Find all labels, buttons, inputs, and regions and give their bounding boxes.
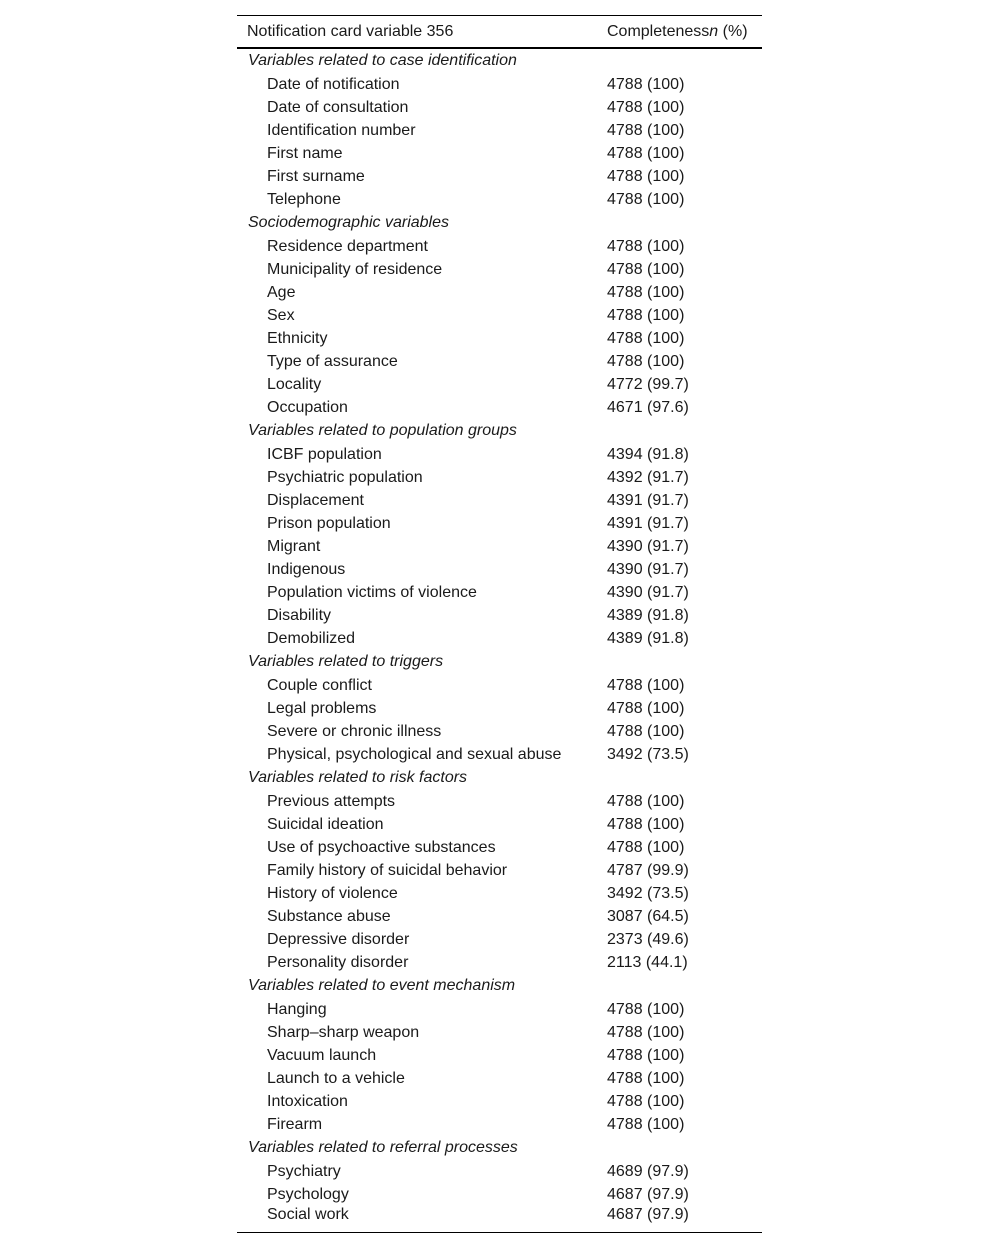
table-row — [237, 96, 762, 119]
table-body — [237, 48, 762, 1233]
completeness-value: 4391 (91.7) — [607, 491, 689, 509]
table-row — [237, 373, 762, 396]
header-completeness-suffix: (%) — [718, 22, 748, 40]
variable-label: Use of psychoactive substances — [267, 838, 496, 856]
table-row — [237, 882, 762, 905]
completeness-value: 4788 (100) — [607, 329, 685, 347]
table-row — [237, 235, 762, 258]
variable-label: Intoxication — [267, 1092, 348, 1110]
table-row — [237, 443, 762, 466]
table-row — [237, 327, 762, 350]
completeness-value: 4788 (100) — [607, 722, 685, 740]
variable-label: Psychiatric population — [267, 468, 423, 486]
completeness-value: 4788 (100) — [607, 144, 685, 162]
table-row — [237, 258, 762, 281]
section-row — [237, 211, 762, 235]
variable-label: Population victims of violence — [267, 583, 477, 601]
section-row — [237, 650, 762, 674]
section-title: Variables related to event mechanism — [248, 977, 516, 994]
variable-label: Migrant — [267, 537, 321, 555]
variable-label: Sharp–sharp weapon — [267, 1023, 420, 1041]
table-row — [237, 627, 762, 650]
variable-label: ICBF population — [267, 445, 382, 463]
table-row — [237, 1160, 762, 1183]
section-row — [237, 1136, 762, 1160]
table-row — [237, 396, 762, 419]
variable-label: Ethnicity — [267, 329, 328, 347]
completeness-value: 4788 (100) — [607, 283, 685, 301]
table-row — [237, 998, 762, 1021]
completeness-value: 4389 (91.8) — [607, 629, 689, 647]
table-row — [237, 304, 762, 327]
section-row — [237, 766, 762, 790]
table-row — [237, 743, 762, 766]
completeness-value: 4788 (100) — [607, 1023, 685, 1041]
completeness-value: 4787 (99.9) — [607, 861, 689, 879]
variable-label: Vacuum launch — [267, 1046, 377, 1064]
table-row — [237, 604, 762, 627]
table-row — [237, 558, 762, 581]
variable-label: Severe or chronic illness — [267, 722, 442, 740]
table-row — [237, 720, 762, 743]
completeness-value: 4788 (100) — [607, 167, 685, 185]
completeness-value: 4788 (100) — [607, 352, 685, 370]
table-row — [237, 697, 762, 720]
variable-label: Previous attempts — [267, 792, 396, 810]
completeness-value: 4788 (100) — [607, 1069, 685, 1087]
section-title: Variables related to risk factors — [248, 769, 468, 786]
table-row — [237, 1044, 762, 1067]
section-row — [237, 419, 762, 443]
completeness-value: 4788 (100) — [607, 190, 685, 208]
table-row — [237, 165, 762, 188]
variable-label: Family history of suicidal behavior — [267, 861, 508, 879]
completeness-value: 4788 (100) — [607, 306, 685, 324]
table-row — [237, 466, 762, 489]
section-title: Variables related to population groups — [248, 422, 517, 439]
completeness-value: 4390 (91.7) — [607, 560, 689, 578]
table-row — [237, 142, 762, 165]
variable-label: Substance abuse — [267, 907, 391, 925]
completeness-value: 2113 (44.1) — [607, 953, 688, 971]
completeness-value: 3492 (73.5) — [607, 745, 689, 763]
completeness-value: 4392 (91.7) — [607, 468, 689, 486]
completeness-value: 4788 (100) — [607, 699, 685, 717]
completeness-value: 4788 (100) — [607, 260, 685, 278]
section-title: Variables related to referral processes — [248, 1139, 518, 1156]
table-row — [237, 1183, 762, 1206]
table-row — [237, 813, 762, 836]
variable-label: First name — [267, 144, 343, 162]
variable-label: Physical, psychological and sexual abuse — [267, 745, 562, 763]
completeness-value: 4394 (91.8) — [607, 445, 689, 463]
header-completeness — [607, 16, 762, 49]
variable-label: Firearm — [267, 1115, 323, 1133]
table-row — [237, 1113, 762, 1136]
table-header — [237, 16, 762, 49]
variable-label: Social work — [267, 1206, 349, 1223]
completeness-value: 4788 (100) — [607, 838, 685, 856]
variable-label: Suicidal ideation — [267, 815, 384, 833]
table-row — [237, 535, 762, 558]
completeness-value: 4788 (100) — [607, 1092, 685, 1110]
completeness-value: 4788 (100) — [607, 1046, 685, 1064]
table-row — [237, 1090, 762, 1113]
table-row — [237, 928, 762, 951]
completeness-value: 4390 (91.7) — [607, 537, 689, 555]
section-title: Variables related to case identification — [248, 52, 517, 69]
variable-label: Legal problems — [267, 699, 377, 717]
completeness-value: 4391 (91.7) — [607, 514, 689, 532]
variable-label: Prison population — [267, 514, 391, 532]
table-row — [237, 188, 762, 211]
table-row — [237, 951, 762, 974]
variable-label: Launch to a vehicle — [267, 1069, 405, 1087]
table-row — [237, 1067, 762, 1090]
completeness-value: 4788 (100) — [607, 237, 685, 255]
variable-label: Residence department — [267, 237, 428, 255]
completeness-value: 4788 (100) — [607, 98, 685, 116]
table-row — [237, 281, 762, 304]
completeness-value: 4687 (97.9) — [607, 1185, 689, 1203]
completeness-value: 4788 (100) — [607, 75, 685, 93]
table-row — [237, 790, 762, 813]
completeness-value: 4772 (99.7) — [607, 375, 689, 393]
variable-label: Age — [267, 283, 296, 301]
variable-label: Depressive disorder — [267, 930, 410, 948]
variable-label: Personality disorder — [267, 953, 409, 971]
variable-label: Sex — [267, 306, 295, 324]
table-row — [237, 73, 762, 96]
variable-label: Date of consultation — [267, 98, 409, 116]
header-completeness-n: n — [709, 22, 719, 40]
completeness-value: 4788 (100) — [607, 1000, 685, 1018]
completeness-value: 4390 (91.7) — [607, 583, 689, 601]
variable-label: Couple conflict — [267, 676, 372, 694]
table-row — [237, 674, 762, 697]
section-row — [237, 974, 762, 998]
variable-label: History of violence — [267, 884, 398, 902]
completeness-value: 4788 (100) — [607, 1115, 685, 1133]
variable-label: Psychiatry — [267, 1162, 341, 1180]
completeness-value: 4788 (100) — [607, 792, 685, 810]
completeness-value: 3087 (64.5) — [607, 907, 689, 925]
table-row — [237, 1206, 762, 1233]
variable-label: Hanging — [267, 1000, 327, 1018]
table-row — [237, 581, 762, 604]
table-row — [237, 119, 762, 142]
table-row — [237, 905, 762, 928]
variable-label: Psychology — [267, 1185, 349, 1203]
section-title: Variables related to triggers — [248, 653, 444, 670]
variable-label: Municipality of residence — [267, 260, 443, 278]
section-row — [237, 48, 762, 73]
header-variable: Notification card variable 356 — [247, 22, 454, 40]
variable-label: Occupation — [267, 398, 348, 416]
completeness-table — [237, 15, 762, 1233]
table-row — [237, 512, 762, 535]
header-completeness-prefix: Completeness — [607, 22, 710, 40]
variable-label: Disability — [267, 606, 332, 624]
variable-label: Displacement — [267, 491, 364, 509]
variable-label: Telephone — [267, 190, 341, 208]
variable-label: Locality — [267, 375, 322, 393]
completeness-value: 4788 (100) — [607, 676, 685, 694]
variable-label: Indigenous — [267, 560, 346, 578]
header-row — [237, 16, 762, 49]
table-row — [237, 836, 762, 859]
table-row — [237, 1021, 762, 1044]
table-row — [237, 489, 762, 512]
variable-label: First surname — [267, 167, 365, 185]
completeness-value: 4689 (97.9) — [607, 1162, 689, 1180]
variable-label: Type of assurance — [267, 352, 398, 370]
table-row — [237, 350, 762, 373]
completeness-value: 4788 (100) — [607, 121, 685, 139]
completeness-value: 4788 (100) — [607, 815, 685, 833]
completeness-value: 2373 (49.6) — [607, 930, 689, 948]
completeness-value: 4671 (97.6) — [607, 398, 689, 416]
variable-label: Date of notification — [267, 75, 400, 93]
completeness-value: 3492 (73.5) — [607, 884, 689, 902]
variable-label: Demobilized — [267, 629, 356, 647]
completeness-value: 4389 (91.8) — [607, 606, 689, 624]
completeness-value: 4687 (97.9) — [607, 1206, 689, 1223]
variable-label: Identification number — [267, 121, 416, 139]
table-row — [237, 859, 762, 882]
section-title: Sociodemographic variables — [248, 214, 449, 231]
